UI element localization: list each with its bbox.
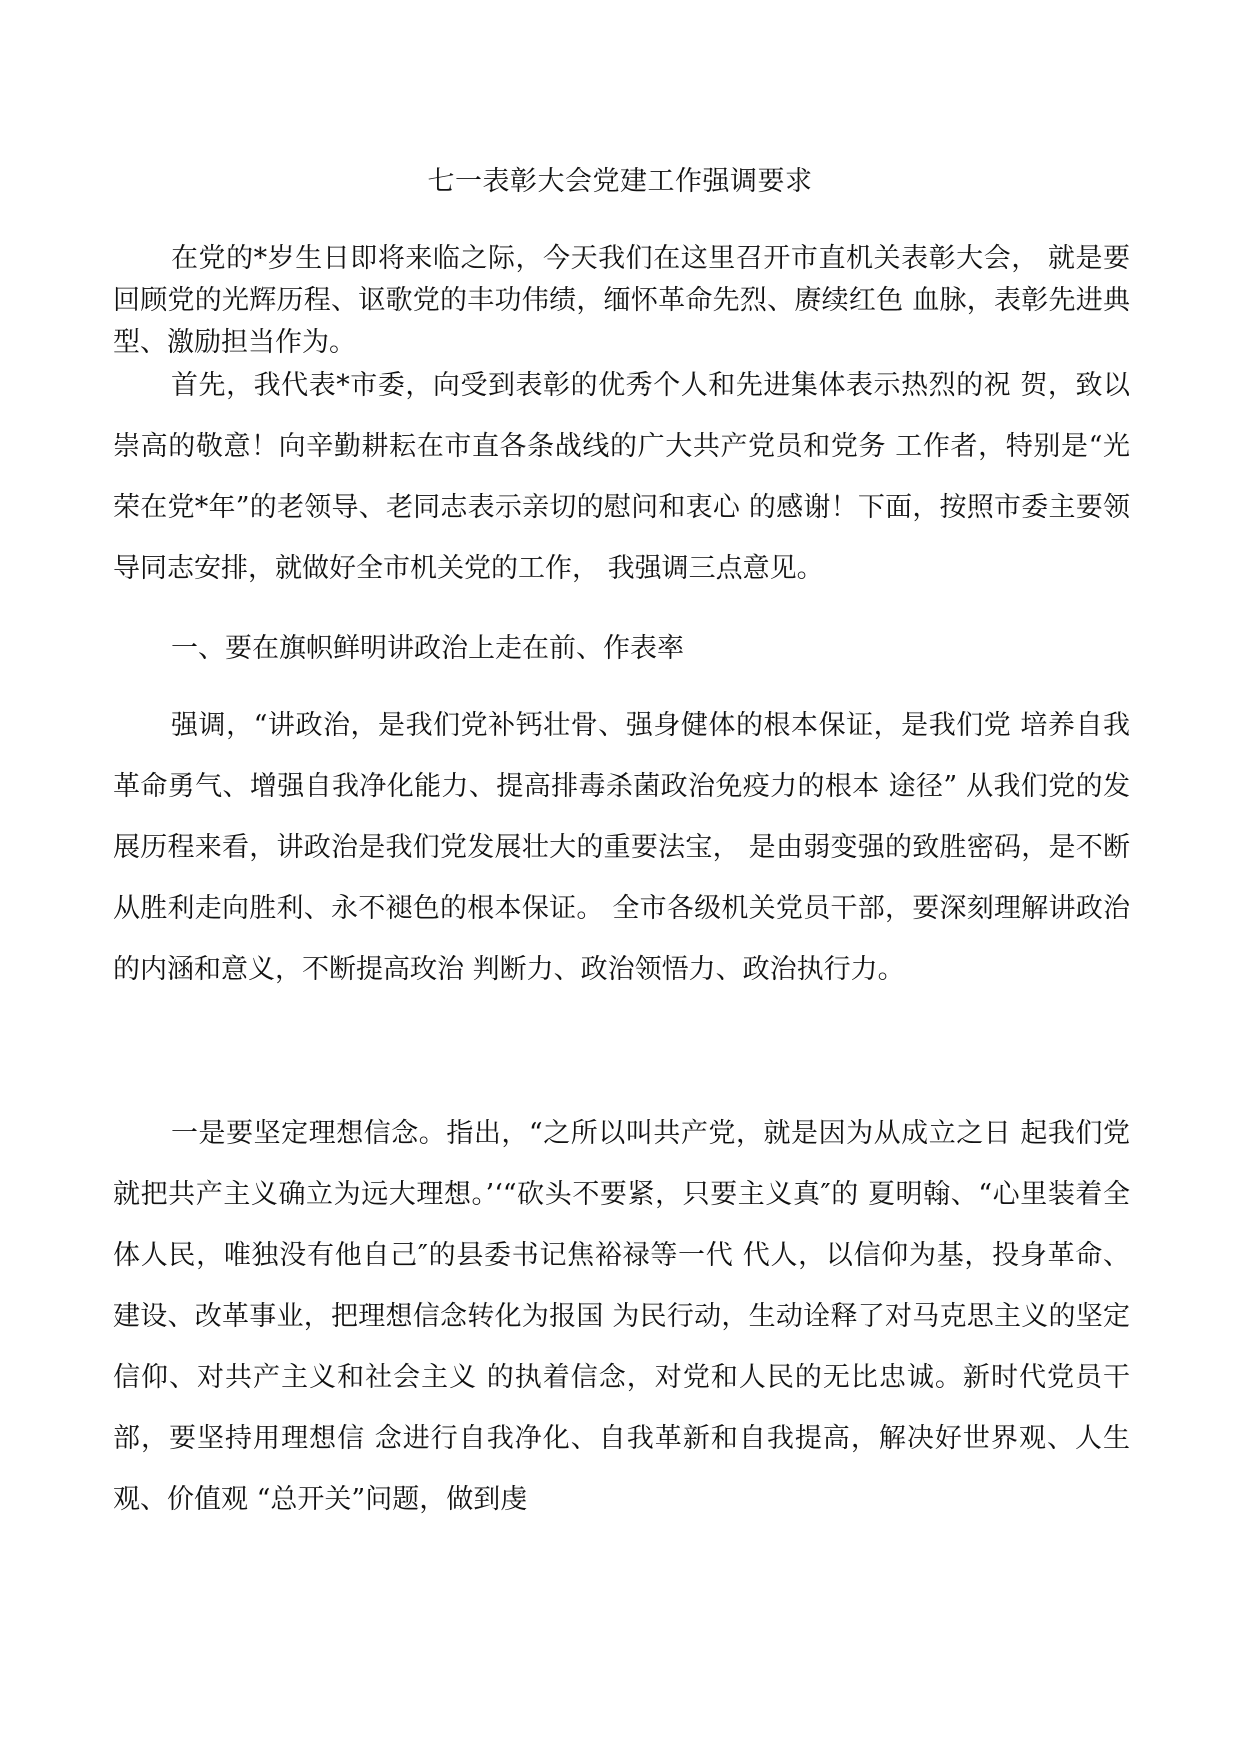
paragraph-congratulations: 首先，我代表*市委，向受到表彰的优秀个人和先进集体表示热烈的祝 贺，致以崇高的敬意！向辛勤耕耘在市直各条战线的广大共产党员和党务 工作者，特别是“光荣在党*年”的老领导、老同志表示亲切的慰问和衷心 的感谢！下面，按照市委主要领导同志安排，就做好全市机关党的工作， 我强调三点意见。 (113, 370, 1130, 584)
paragraph-opening: 在党的*岁生日即将来临之际，今天我们在这里召开市直机关表彰大会， 就是要回顾党的光辉历程、讴歌党的丰功伟绩，缅怀革命先烈、赓续红色 血脉，表彰先进典型、激励担当作为。 (113, 243, 1130, 358)
document-title: 七一表彰大会党建工作强调要求 (427, 166, 813, 197)
paragraph-politics: 强调，“讲政治，是我们党补钙壮骨、强身健体的根本保证，是我们党 培养自我革命勇气、增强自我净化能力、提高排毒杀菌政治免疫力的根本 途径” 从我们党的发展历程来看，讲政治是我们党发展壮大的重要法宝， 是由弱变强的致胜密码，是不断从胜利走向胜利、永不褪色的根本保证。 全市各级机关党员干部，要深刻理解讲政治的内涵和意义，不断提高玫治 判断力、政治领悟力、政治执行力。 (113, 710, 1130, 985)
paragraph-ideals: 一是要坚定理想信念。指出，“之所以叫共产党，就是因为从成立之日 起我们党就把共产主义确立为远大理想。’‘“砍头不要紧，只要主义真″的 夏明翰、“心里装着全体人民，唯独没有他自己″的县委书记焦裕禄等一代 代人，以信仰为基，投身革命、建设、改革事业，把理想信念转化为报国 为民行动，生动诠释了对马克思主义的坚定信仰、对共产主义和社会主义 的执着信念，对党和人民的无比忠诚。新时代党员干部，要坚持用理想信 念进行自我净化、自我革新和自我提高，解决好世界观、人生观、价值观 “总开关”问题，做到虔 (113, 1118, 1130, 1515)
section-heading-1: 一、要在旗帜鲜明讲政治上走在前、作表率 (171, 633, 684, 664)
